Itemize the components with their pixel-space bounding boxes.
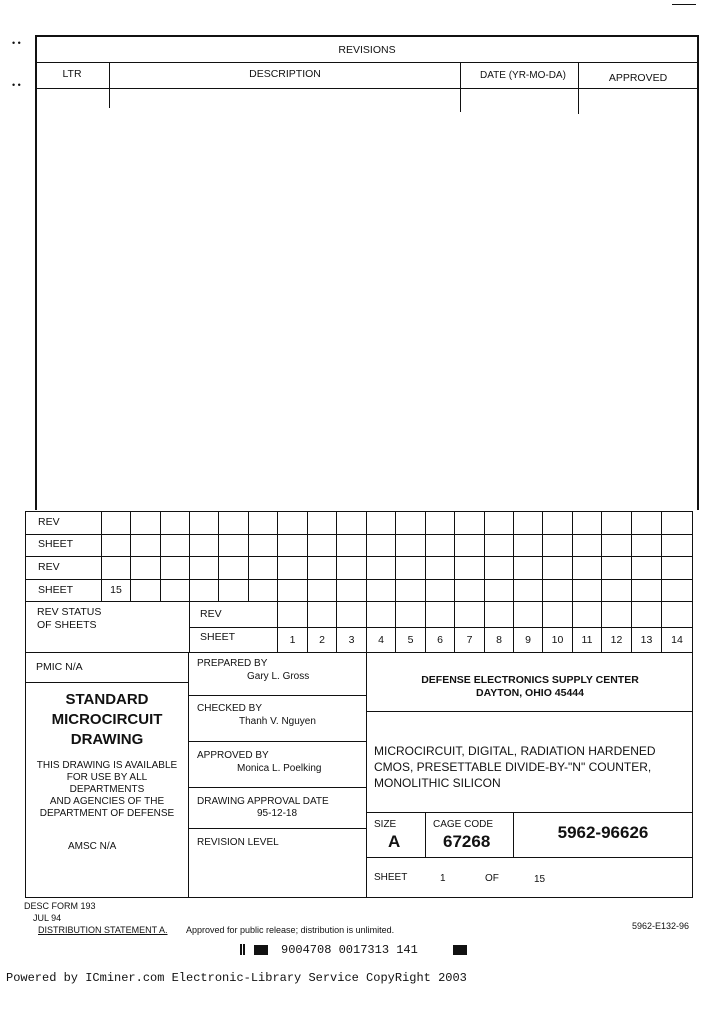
distribution-label: DISTRIBUTION STATEMENT A. [38, 925, 168, 935]
col-description: DESCRIPTION [249, 68, 321, 80]
checked-name: Thanh V. Nguyen [239, 716, 316, 727]
standard-title: STANDARD [65, 691, 149, 708]
rev-status-label: OF SHEETS [37, 619, 97, 631]
corner-mark [672, 4, 696, 5]
sheet-number: 10 [551, 634, 564, 646]
barcode-block [453, 945, 467, 955]
barcode-block [254, 945, 268, 955]
margin-mark: • • [12, 80, 21, 90]
col-ltr: LTR [62, 68, 82, 80]
standard-title: MICROCIRCUIT [51, 711, 163, 728]
approved-label: APPROVED BY [197, 750, 269, 761]
availability-text: DEPARTMENTS [69, 784, 145, 795]
sheet-number: 5 [407, 634, 414, 646]
rev-status-sheet: SHEET [200, 631, 236, 643]
sheet-total-value: 15 [534, 874, 546, 885]
distribution-text: Approved for public release; distribution is unlimited. [186, 925, 395, 935]
sheet-number: 13 [640, 634, 653, 646]
center-location: DAYTON, OHIO 45444 [476, 687, 584, 699]
barcode-number: 9004708 0017313 141 [281, 943, 418, 957]
rev-status-rev: REV [200, 608, 222, 620]
of-label: OF [485, 873, 499, 884]
availability-text: DEPARTMENT OF DEFENSE [39, 808, 175, 819]
drawing-title: MICROCIRCUIT, DIGITAL, RADIATION HARDENED [374, 744, 656, 758]
drawing-title: CMOS, PRESETTABLE DIVIDE-BY-"N" COUNTER, [374, 760, 652, 774]
size-value: A [388, 832, 401, 851]
sheet-number: 9 [525, 634, 531, 646]
grid-row-label: SHEET [38, 584, 74, 596]
prepared-label: PREPARED BY [197, 658, 268, 669]
standard-title: DRAWING [70, 731, 144, 748]
revisions-title: REVISIONS [338, 44, 396, 56]
form-number: DESC FORM 193 [24, 901, 96, 911]
sheet-number: 11 [581, 634, 593, 646]
sheet-number: 4 [378, 634, 384, 646]
sheet-cell-15: 15 [110, 584, 122, 596]
sheet-number: 2 [319, 634, 325, 646]
approval-date-label: DRAWING APPROVAL DATE [197, 796, 329, 807]
availability-text: AND AGENCIES OF THE [49, 796, 165, 807]
document-number: 5962-96626 [557, 823, 649, 842]
approval-date-value: 95-12-18 [257, 808, 298, 819]
grid-row-label: SHEET [38, 538, 74, 550]
sheet-number: 1 [289, 634, 296, 646]
checked-label: CHECKED BY [197, 703, 263, 714]
barcode-mark [240, 944, 245, 955]
grid-row-label: REV [38, 516, 60, 528]
col-approved: APPROVED [608, 72, 668, 84]
sheet-number: 12 [610, 634, 623, 646]
cage-value: 67268 [443, 832, 491, 851]
pmic-label: PMIC N/A [36, 661, 83, 673]
amsc-label: AMSC N/A [68, 841, 117, 852]
size-label: SIZE [374, 819, 397, 830]
sheet-number: 14 [671, 634, 683, 646]
drawing-title: MONOLITHIC SILICON [374, 776, 501, 790]
col-date: DATE (YR-MO-DA) [480, 70, 566, 81]
form-code: 5962-E132-96 [632, 921, 690, 931]
sheet-number-value: 1 [440, 873, 446, 884]
center-name: DEFENSE ELECTRONICS SUPPLY CENTER [421, 674, 639, 686]
sheet-number: 8 [496, 634, 502, 646]
form-date: JUL 94 [33, 913, 62, 923]
sheet-number: 3 [348, 634, 355, 646]
sheet-number: 6 [437, 634, 443, 646]
sheet-number: 7 [466, 634, 473, 646]
grid-row-label: REV [38, 561, 60, 573]
approved-name: Monica L. Poelking [237, 763, 322, 774]
prepared-name: Gary L. Gross [247, 671, 310, 682]
margin-mark: • • [12, 38, 21, 48]
powered-by-text: Powered by ICminer.com Electronic-Library Service CopyRight 2003 [6, 971, 467, 985]
revision-level-label: REVISION LEVEL [197, 837, 279, 848]
availability-text: THIS DRAWING IS AVAILABLE [36, 760, 178, 771]
availability-text: FOR USE BY ALL [66, 772, 148, 783]
sheet-label: SHEET [374, 872, 408, 883]
rev-status-label: REV STATUS [37, 606, 102, 618]
cage-label: CAGE CODE [433, 819, 494, 830]
